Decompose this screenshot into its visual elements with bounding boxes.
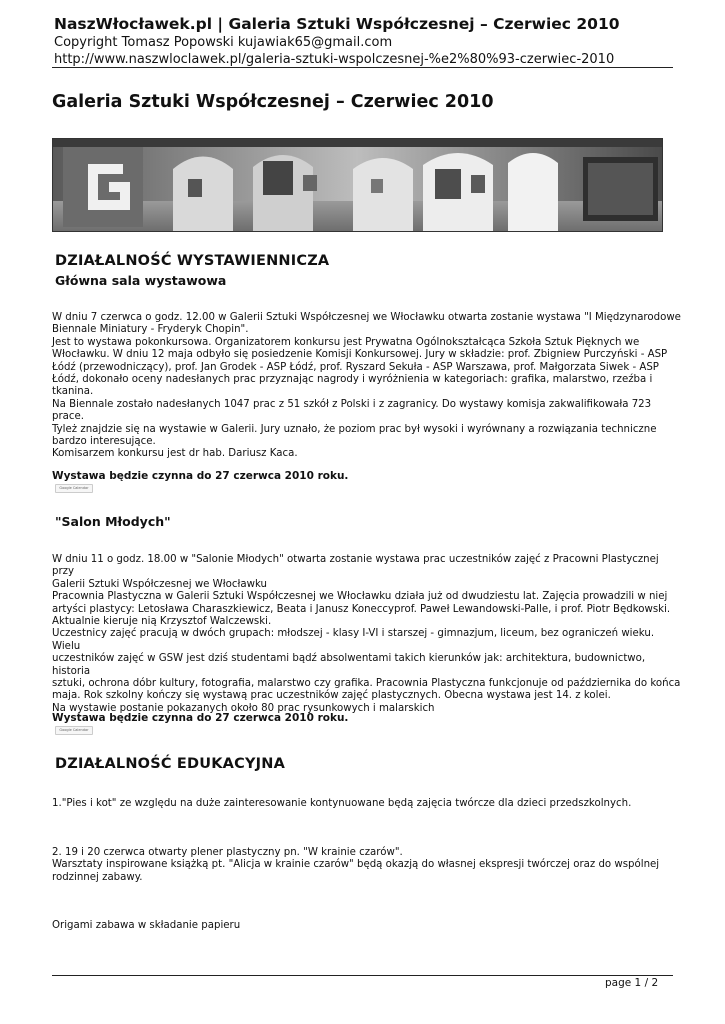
page-number: page 1 / 2 bbox=[605, 977, 659, 989]
copyright-line: Copyright Tomasz Popowski kujawiak65@gmail.com bbox=[54, 35, 393, 50]
source-url[interactable]: http://www.naszwloclawek.pl/galeria-sztuki-wspolczesnej-%e2%80%93-czerwiec-2010 bbox=[54, 52, 615, 67]
page-header bbox=[54, 14, 674, 68]
exhibition-dates-1: Wystawa będzie czynna do 27 czerwca 2010 roku. bbox=[52, 470, 349, 482]
subsection-title-salon: "Salon Młodych" bbox=[55, 514, 171, 529]
gallery-banner-image bbox=[52, 138, 663, 232]
google-calendar-button[interactable]: Google Calendar bbox=[55, 726, 93, 735]
paragraph-salon: W dniu 11 o godz. 18.00 w "Salonie Młodych" otwarta zostanie wystawa prac uczestników zajęć z Pracowni Plastycznej przy Galerii Sztuki Współczesnej we Włocławku Pracownia Plastyczna w Galerii Sztuki Współczesnej we Włocławku działa już od dwudziestu lat. Zajęcia prowadzili w niej artyści plastycy: Letosława Charaszkiewicz, Beata i Janusz Koneccyprof. Paweł Lewandowski-Palle, i prof. Piotr Będkowski. Aktualnie kieruje nią Krzysztof Walczewski. Uczestnicy zajęć pracują w dwóch grupach: młodszej - klasy I-VI i starszej - gimnazjum, liceum, bez ograniczeń wieku. Wielu uczestników zajęć w GSW jest dziś studentami bądź absolwentami takich kierunków jak: architektura, budownictwo, historia sztuki, ochrona dóbr kultury, fotografia, malarstwo czy grafika. Pracownia Plastyczna funkcjonuje od października do końca maja. Rok szkolny kończy się wystawą prac uczestników zajęć plastycznych. Obecna wystawa jest 14. z kolei. Na wystawie postanie pokazanych około 80 prac rysunkowych i malarskich bbox=[52, 554, 681, 714]
gallery-interior-photo bbox=[53, 139, 662, 231]
exhibition-dates-2: Wystawa będzie czynna do 27 czerwca 2010 roku. bbox=[52, 712, 349, 724]
subsection-title-main-hall: Główna sala wystawowa bbox=[55, 273, 227, 288]
google-calendar-button[interactable]: Google Calendar bbox=[55, 484, 93, 493]
header-divider bbox=[52, 67, 673, 68]
site-title: NaszWłocławek.pl | Galeria Sztuki Współczesnej – Czerwiec 2010 bbox=[54, 15, 620, 33]
item-pies-i-kot: 1."Pies i kot" ze względu na duże zainteresowanie kontynuowane będą zajęcia twórcze dla dzieci przedszkolnych. bbox=[52, 798, 632, 809]
article-title: Galeria Sztuki Współczesnej – Czerwiec 2010 bbox=[52, 92, 494, 112]
paragraph-biennale: W dniu 7 czerwca o godz. 12.00 w Galerii Sztuki Współczesnej we Włocławku otwarta zostanie wystawa "I Międzynarodowe Biennale Miniatury - Fryderyk Chopin". Jest to wystawa pokonkursowa. Organizatorem konkursu jest Prywatna Ogólnokształcąca Szkoła Sztuk Pięknych we Włocławku. W dniu 12 maja odbyło się posiedzenie Komisji Konkursowej. Jury w składzie: prof. Zbigniew Purczyński - ASP Łódź (przewodniczący), prof. Jan Grodek - ASP Łódź, prof. Ryszard Sekuła - ASP Warszawa, prof. Małgorzata Siwek - ASP Łódź, dokonało oceny nadesłanych prac przyznając nagrody i wyróżnienia w kategoriach: grafika, malarstwo, rzeźba i tkanina. Na Biennale zostało nadesłanych 1047 prac z 51 szkół z Polski i z zagranicy. Do wystawy komisja zakwalifikowała 723 prace. Tyleż znajdzie się na wystawie w Galerii. Jury uznało, że poziom prac był wysoki i wyrównany a rozwiązania techniczne bardzo interesujące. Komisarzem konkursu jest dr hab. Dariusz Kaca. bbox=[52, 312, 681, 460]
section-title-edukacyjna: DZIAŁALNOŚĆ EDUKACYJNA bbox=[55, 756, 285, 772]
item-plener: 2. 19 i 20 czerwca otwarty plener plastyczny pn. "W krainie czarów". Warsztaty inspirowane książką pt. "Alicja w krainie czarów" będą okazją do własnej ekspresji twórczej oraz do wspólnej rodzinnej zabawy. bbox=[52, 847, 660, 883]
footer-divider bbox=[52, 975, 673, 976]
section-title-wystawiennicza: DZIAŁALNOŚĆ WYSTAWIENNICZA bbox=[55, 253, 330, 269]
item-origami: Origami zabawa w składanie papieru bbox=[52, 920, 241, 931]
